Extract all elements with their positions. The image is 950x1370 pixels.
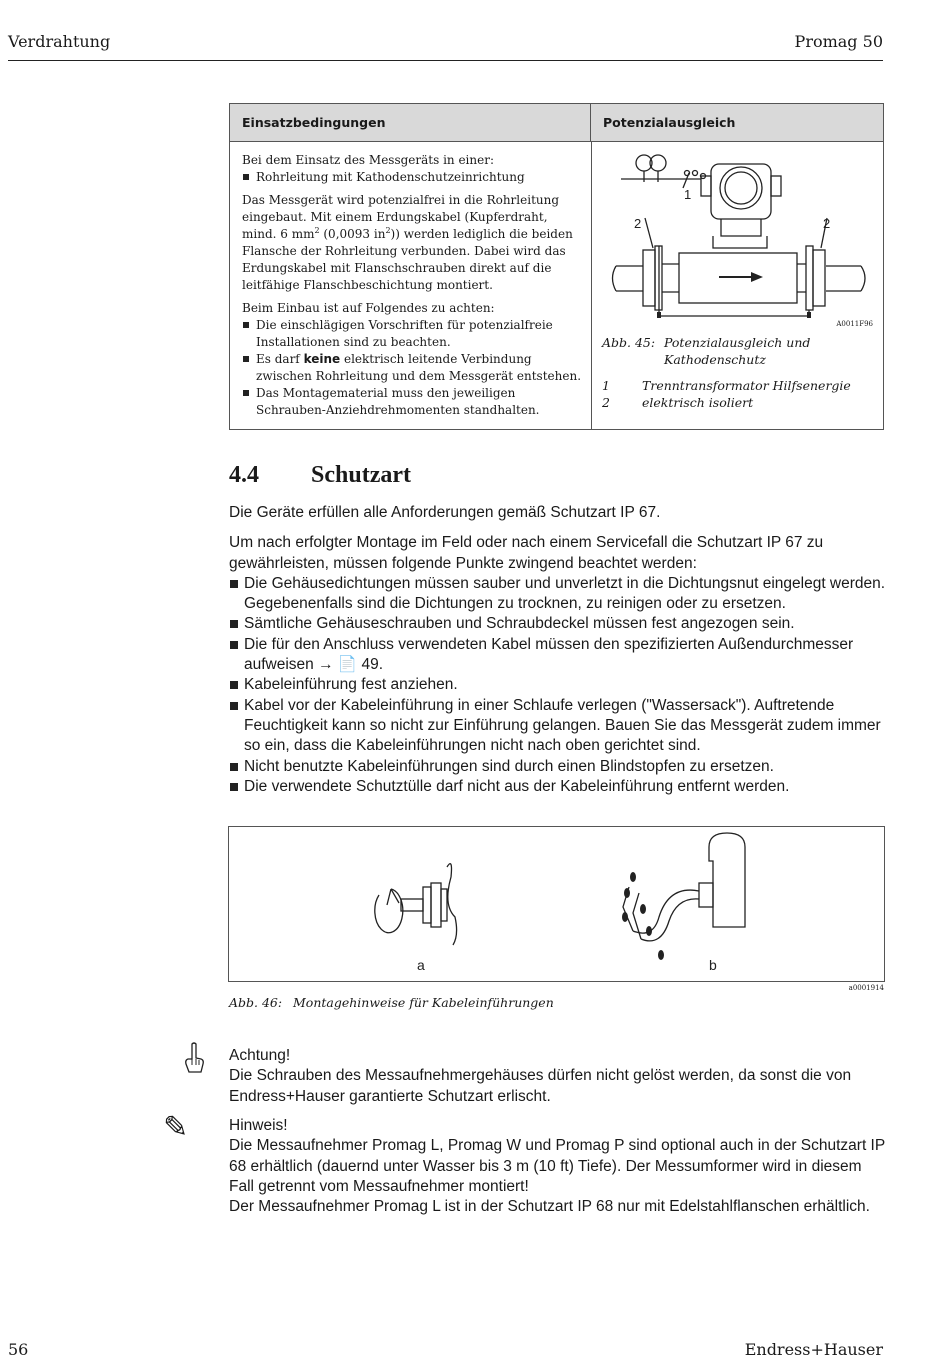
protection-list: [229, 574, 889, 797]
caution-title: Achtung!: [229, 1047, 291, 1064]
list-item: Die für den Anschluss verwendeten Kabel müssen den spezifizierten Außendurchmesser aufweisen → 📄 49.: [229, 635, 889, 676]
caution-note: [229, 1046, 889, 1107]
figure-label-a: a: [417, 957, 425, 973]
header-chapter: Verdrahtung: [8, 32, 111, 51]
conditions-intro: Bei dem Einsatz des Messgeräts in einer:: [242, 153, 495, 167]
paragraph: Um nach erfolgter Montage im Feld oder nach einem Servicefall die Schutzart IP 67 zu gewährleisten, müssen folgende Punkte zwingend beachtet werden:: [229, 534, 824, 572]
pencil-icon: ✎: [163, 1110, 189, 1145]
figure-callout-2-left: 2: [634, 216, 642, 231]
list-item: Rohrleitung mit Kathodenschutzeinrichtung: [242, 169, 584, 186]
list-item: Kabeleinführung fest anziehen.: [229, 675, 889, 695]
list-item: Die einschlägigen Vorschriften für potenzialfreie Installationen sind zu beachten.: [242, 317, 584, 351]
list-item: Die verwendete Schutztülle darf nicht aus der Kabeleinführung entfernt werden.: [229, 777, 889, 797]
hint-title: Hinweis!: [229, 1117, 288, 1134]
section-body: [229, 503, 889, 797]
figure-callout-1: 1: [684, 187, 692, 202]
figure-callout-2-right: 2: [823, 216, 831, 231]
table-header-equalization: Potenzialausgleich: [591, 104, 883, 142]
hint-note: [229, 1116, 889, 1217]
section-number: 4.4: [229, 462, 259, 488]
list-item: Die Gehäusedichtungen müssen sauber und unverletzt in die Dichtungsnut eingelegt werden. Gegebenenfalls sind die Dichtungen zu trocknen, zu reinigen oder zu ersetzen.: [229, 574, 889, 615]
cable-entry-figure: [228, 826, 885, 992]
hint-text: Die Messaufnehmer Promag L, Promag W und Promag P sind optional auch in der Schutzart IP 68 erhältlich (dauernd unter Wasser bis 3 m (10 ft) Tiefe). Der Messumformer wird in diesem Fall getrennt vom Messaufnehmer montiert!: [229, 1137, 885, 1195]
paragraph: Die Geräte erfüllen alle Anforderungen gemäß Schutzart IP 67.: [229, 504, 661, 521]
cable-entry-illustration: [229, 827, 884, 981]
conditions-intro-list: [242, 169, 584, 186]
legend-row: 2 elektrisch isoliert: [602, 395, 754, 410]
potential-equalization-figure: [601, 146, 877, 332]
figure-code: a0001914: [848, 984, 884, 992]
section-title: Schutzart: [311, 462, 411, 488]
caution-hand-icon: [183, 1042, 205, 1074]
grounding-paragraph: Das Messgerät wird potenzialfrei in die Rohrleitung eingebaut. Mit einem Erdungskabel (Kupferdraht, mind. 6 $mm^2$ (0,0093 $in^2$)) werden lediglich die beiden Flansche der Rohrleitung verbunden. Dabei wird das Erdungskabel mit Flanschschrauben direkt auf die leitfähige Flanschbeschichtung montiert.: [242, 193, 573, 292]
list-item: Sämtliche Gehäuseschrauben und Schraubdeckel müssen fest angezogen sein.: [229, 614, 889, 634]
legend-row: 1 Trenntransformator Hilfsenergie: [602, 378, 851, 393]
hint-text: Der Messaufnehmer Promag L ist in der Schutzart IP 68 nur mit Edelstahlflanschen erhältlich.: [229, 1198, 870, 1216]
table-header-conditions: Einsatzbedingungen: [230, 104, 591, 142]
footer-brand: Endress+Hauser: [744, 1340, 883, 1359]
conditions-cell: [242, 152, 584, 425]
figure-45-caption: Abb. 45: Potenzialausgleich und Kathodenschutz 1 Trenntransformator Hilfsenergie 2 elektrisch isoliert: [602, 334, 882, 411]
page-header: [8, 32, 883, 61]
header-product: Promag 50: [794, 32, 883, 51]
caution-text: Die Schrauben des Messaufnehmergehäuses dürfen nicht gelöst werden, da sonst die von Endress+Hauser garantierte Schutzart erlischt.: [229, 1067, 852, 1105]
figure-label-b: b: [709, 957, 717, 973]
section-heading: [229, 462, 411, 489]
list-item: Das Montagematerial muss den jeweiligen Schrauben-Anziehdrehmomenten standhalten.: [242, 385, 584, 419]
conditions-table: [229, 103, 884, 430]
list-item: Nicht benutzte Kabeleinführungen sind durch einen Blindstopfen zu ersetzen.: [229, 757, 889, 777]
install-intro: Beim Einbau ist auf Folgendes zu achten:: [242, 301, 495, 315]
figure-46-caption: Abb. 46: Montagehinweise für Kabeleinführungen: [229, 995, 554, 1010]
list-item: Es darf keine elektrisch leitende Verbindung zwischen Rohrleitung und dem Messgerät entstehen.: [242, 351, 584, 385]
table-divider: [591, 142, 592, 429]
page-number: 56: [8, 1340, 29, 1359]
list-item: Kabel vor der Kabeleinführung in einer Schlaufe verlegen ("Wassersack"). Auftretende Feuchtigkeit kann so nicht zur Einführung gelangen. Bauen Sie das Messgerät zudem immer so ein, dass die Kabeleinführungen nicht nach oben gerichtet sind.: [229, 696, 889, 757]
figure-code: A0011F96: [836, 320, 873, 328]
install-list: [242, 317, 584, 419]
